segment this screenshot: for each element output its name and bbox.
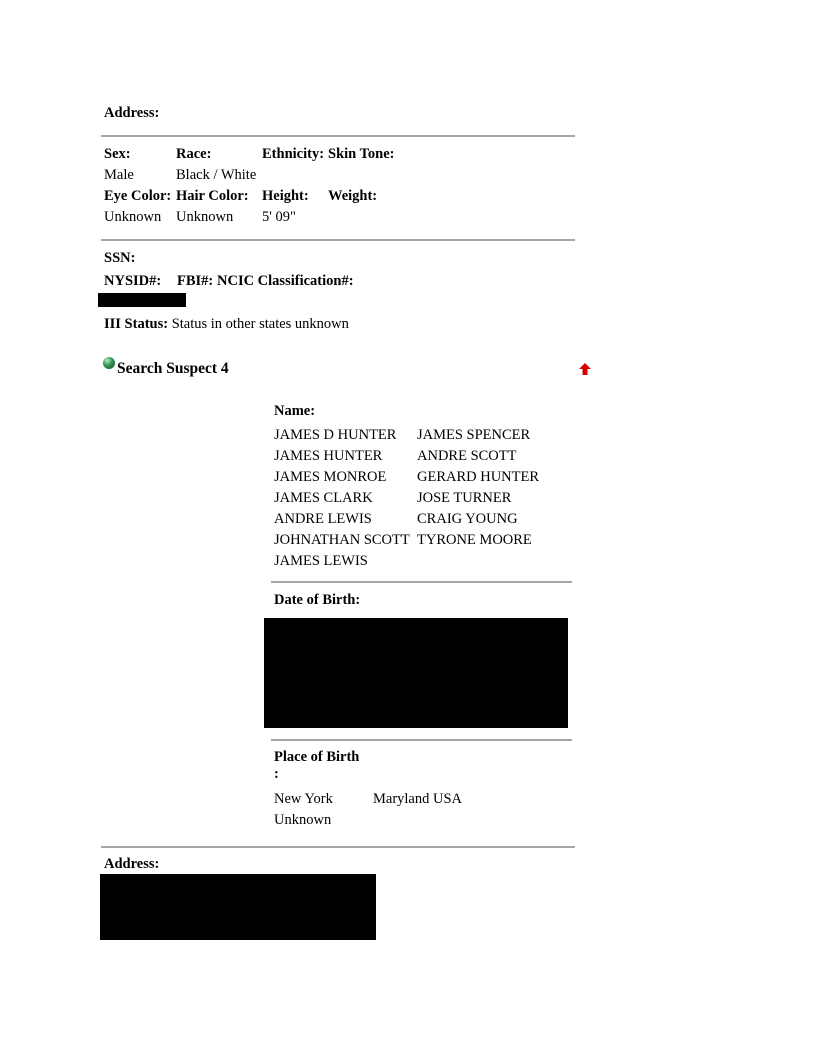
list-item: TYRONE MOORE bbox=[417, 532, 532, 548]
list-item: GERARD HUNTER bbox=[417, 469, 540, 485]
list-item: JAMES MONROE bbox=[274, 469, 387, 485]
hair-color-label: Hair Color: bbox=[176, 188, 249, 204]
section-title: Search Suspect 4 bbox=[117, 360, 229, 377]
red-up-arrow-icon[interactable] bbox=[579, 363, 591, 375]
pob-label: Place of Birth bbox=[274, 749, 360, 765]
green-sphere-icon bbox=[103, 357, 115, 369]
pob-label-colon: : bbox=[274, 766, 279, 782]
redaction-block bbox=[98, 293, 186, 307]
height-label: Height: bbox=[262, 188, 309, 204]
nysid-label: NYSID#: bbox=[104, 273, 162, 289]
ethnicity-label: Ethnicity: bbox=[262, 146, 325, 162]
list-item: CRAIG YOUNG bbox=[417, 511, 518, 527]
redaction-block bbox=[100, 874, 376, 940]
list-item: JAMES CLARK bbox=[274, 490, 373, 506]
list-item: ANDRE SCOTT bbox=[417, 448, 517, 464]
ncic-classification-label: NCIC Classification#: bbox=[217, 273, 354, 289]
hair-color-value: Unknown bbox=[176, 209, 234, 225]
section-divider bbox=[271, 581, 572, 583]
section-divider bbox=[101, 846, 575, 848]
sex-label: Sex: bbox=[104, 146, 131, 162]
list-item: JAMES SPENCER bbox=[417, 427, 531, 443]
section-divider bbox=[271, 739, 572, 741]
address-label: Address: bbox=[104, 856, 160, 872]
weight-label: Weight: bbox=[328, 188, 378, 204]
list-item: ANDRE LEWIS bbox=[274, 511, 372, 527]
skin-tone-label: Skin Tone: bbox=[328, 146, 395, 162]
name-label: Name: bbox=[274, 403, 316, 419]
list-item: JAMES D HUNTER bbox=[274, 427, 397, 443]
dob-label: Date of Birth: bbox=[274, 592, 361, 608]
sex-value: Male bbox=[104, 167, 134, 183]
list-item: New York bbox=[274, 791, 333, 807]
list-item: JAMES HUNTER bbox=[274, 448, 383, 464]
eye-color-value: Unknown bbox=[104, 209, 162, 225]
race-label: Race: bbox=[176, 146, 212, 162]
section-divider bbox=[101, 135, 575, 137]
redaction-block bbox=[264, 618, 568, 728]
ssn-label: SSN: bbox=[104, 250, 136, 266]
height-value: 5' 09" bbox=[262, 209, 296, 225]
list-item: JOHNATHAN SCOTT bbox=[274, 532, 410, 548]
address-label: Address: bbox=[104, 105, 160, 121]
eye-color-label: Eye Color: bbox=[104, 188, 172, 204]
race-value: Black / White bbox=[176, 167, 257, 183]
iii-status-label: III Status: bbox=[104, 316, 169, 332]
iii-status bbox=[104, 317, 349, 332]
fbi-label: FBI#: bbox=[177, 273, 214, 289]
section-divider bbox=[101, 239, 575, 241]
list-item: Maryland USA bbox=[373, 791, 463, 807]
list-item: JAMES LEWIS bbox=[274, 553, 368, 569]
list-item: JOSE TURNER bbox=[417, 490, 512, 506]
iii-status-value: Status in other states unknown bbox=[171, 316, 349, 332]
list-item: Unknown bbox=[274, 812, 332, 828]
